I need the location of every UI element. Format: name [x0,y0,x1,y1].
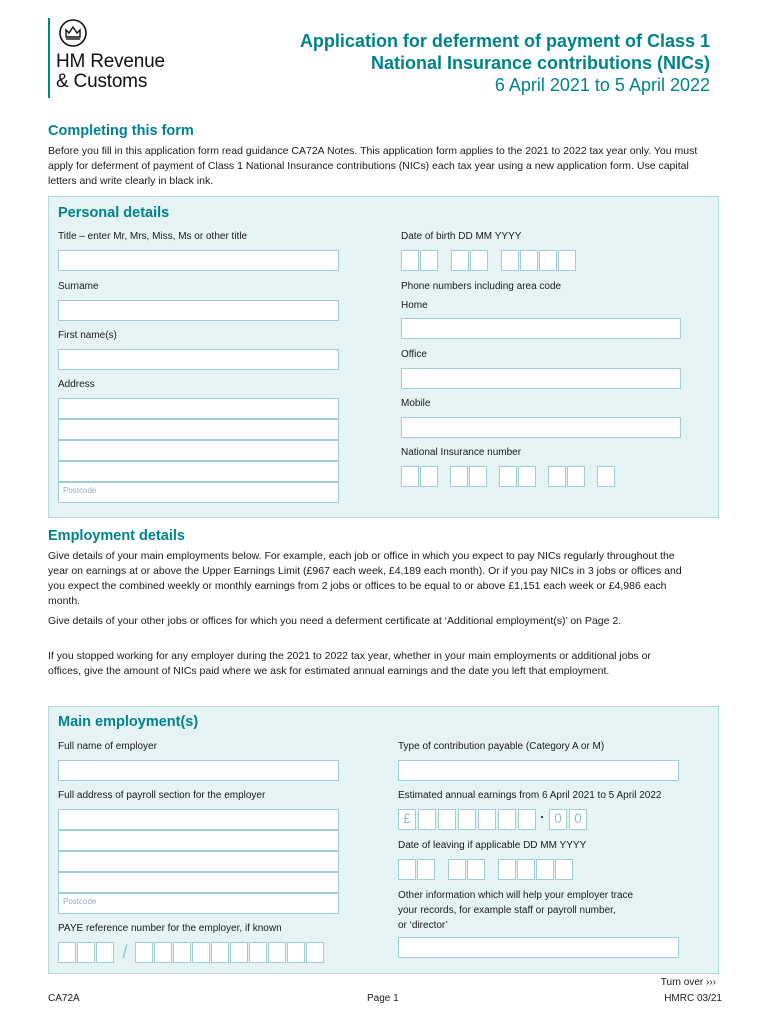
mobile-label: Mobile [401,398,431,409]
earnings-cell[interactable] [458,809,476,830]
leaving-date-cell[interactable] [448,859,466,880]
paye-cell[interactable] [96,942,114,963]
nino-cell[interactable] [518,466,536,487]
firstname-input[interactable] [58,349,339,370]
nino-cell[interactable] [420,466,438,487]
mobile-phone-input[interactable] [401,417,681,438]
paye-cell[interactable] [173,942,191,963]
payroll-address-line-1[interactable] [58,809,339,830]
title-line-3: 6 April 2021 to 5 April 2022 [494,75,710,95]
completing-heading: Completing this form [48,123,194,139]
other-info-line-3: or ‘director’ [398,920,448,931]
dob-cell[interactable] [558,250,576,271]
page-number: Page 1 [367,993,399,1004]
payroll-address-line-2[interactable] [58,830,339,851]
address-line-1[interactable] [58,398,339,419]
leaving-date-cell[interactable] [555,859,573,880]
paye-cell[interactable] [192,942,210,963]
firstname-label: First name(s) [58,330,117,341]
employment-heading: Employment details [48,528,185,544]
payroll-address-line-3[interactable] [58,851,339,872]
earnings-pence-2: 0 [569,809,587,830]
leaving-date-cell[interactable] [536,859,554,880]
nino-cell[interactable] [567,466,585,487]
paye-cell[interactable] [77,942,95,963]
other-info-label [398,888,633,933]
leaving-date-cell[interactable] [417,859,435,880]
nino-cell[interactable] [469,466,487,487]
title-line-2: National Insurance contributions (NICs) [370,53,710,73]
form-title [300,30,710,96]
payroll-address-label: Full address of payroll section for the employer [58,790,266,801]
paye-cell[interactable] [249,942,267,963]
paye-slash: / [122,942,128,962]
nino-cell[interactable] [499,466,517,487]
turn-over-note: Turn over ››› [660,977,716,988]
other-info-input[interactable] [398,937,679,958]
surname-label: Surname [58,281,99,292]
nino-cell[interactable] [450,466,468,487]
employment-para-3: If you stopped working for any employer during the 2021 to 2022 tax year, whether in your main employments or additional jobs or offices, give the amount of NICs paid where we ask for estimated annual earnings and the date you left that employment. [48,650,651,677]
dob-label: Date of birth DD MM YYYY [401,231,522,242]
org-line-1: HM Revenue [56,51,165,72]
other-info-line-1: Other information which will help your employer trace [398,890,634,901]
nino-cell[interactable] [548,466,566,487]
paye-cell[interactable] [211,942,229,963]
employment-para-1: Give details of your main employments below. For example, each job or office in which you expect to pay NICs regularly throughout the year on earnings at or above the Upper Earnings Limit (£967 each week, £4,189 each month). Or if you pay NICs in 3 jobs or offices and you expect the combined weekly or monthly earnings from 2 jobs or offices to be equal to or above £1,151 each week or £4,986 each month. [48,550,682,607]
payroll-postcode-input[interactable]: Postcode [58,893,339,914]
postcode-input[interactable]: Postcode [58,482,339,503]
title-label: Title – enter Mr, Mrs, Miss, Ms or other title [58,231,248,242]
earnings-label: Estimated annual earnings from 6 April 2021 to 5 April 2022 [398,790,662,801]
earnings-decimal-point: · [539,806,545,826]
office-label: Office [401,349,427,360]
paye-label: PAYE reference number for the employer, if known [58,923,282,934]
address-line-2[interactable] [58,419,339,440]
dob-cell[interactable] [401,250,419,271]
dob-cell[interactable] [420,250,438,271]
phone-label: Phone numbers including area code [401,281,562,292]
personal-heading: Personal details [58,205,170,221]
home-label: Home [401,300,428,311]
logo-bar [48,18,50,98]
address-label: Address [58,379,95,390]
surname-input[interactable] [58,300,339,321]
org-name [56,52,165,92]
address-line-3[interactable] [58,440,339,461]
paye-cell[interactable] [287,942,305,963]
leaving-date-cell[interactable] [498,859,516,880]
employer-name-label: Full name of employer [58,741,157,752]
leaving-date-label: Date of leaving if applicable DD MM YYYY [398,840,587,851]
office-phone-input[interactable] [401,368,681,389]
earnings-pence-1: 0 [549,809,567,830]
form-version: HMRC 03/21 [664,993,722,1004]
nino-cell[interactable] [597,466,615,487]
category-input[interactable] [398,760,679,781]
payroll-address-line-4[interactable] [58,872,339,893]
paye-cell[interactable] [268,942,286,963]
dob-cell[interactable] [501,250,519,271]
leaving-date-cell[interactable] [398,859,416,880]
earnings-pound: £ [398,809,416,830]
royal-crest-icon [58,18,88,48]
address-line-4[interactable] [58,461,339,482]
main-employment-heading: Main employment(s) [58,714,199,730]
paye-cell[interactable] [230,942,248,963]
earnings-cell[interactable] [438,809,456,830]
paye-cell[interactable] [58,942,76,963]
employment-para-2: Give details of your other jobs or offices for which you need a deferment certificate at ‘Additional employment(s)’ on Page 2. [48,615,622,627]
dob-cell[interactable] [451,250,469,271]
form-code: CA72A [48,993,80,1004]
paye-cell[interactable] [135,942,153,963]
home-phone-input[interactable] [401,318,681,339]
org-line-2: & Customs [56,71,148,92]
title-line-1: Application for deferment of payment of Class 1 [299,31,710,51]
earnings-cell[interactable] [518,809,536,830]
dob-cell[interactable] [470,250,488,271]
dob-cell[interactable] [520,250,538,271]
leaving-date-cell[interactable] [467,859,485,880]
employer-name-input[interactable] [58,760,339,781]
title-input[interactable] [58,250,339,271]
leaving-date-cell[interactable] [517,859,535,880]
other-info-line-2: your records, for example staff or payroll number, [398,905,616,916]
paye-cell[interactable] [306,942,324,963]
earnings-cell[interactable] [418,809,436,830]
completing-text: Before you fill in this application form read guidance CA72A Notes. This application form applies to the 2021 to 2022 tax year only. You must apply for deferment of payment of Class 1 National Insurance contributions (NICs) each tax year using a new application form. Use capital letters and write clearly in black ink. [48,145,698,187]
category-label: Type of contribution payable (Category A or M) [398,741,605,752]
nino-cell[interactable] [401,466,419,487]
dob-cell[interactable] [539,250,557,271]
paye-cell[interactable] [154,942,172,963]
nino-label: National Insurance number [401,447,522,458]
earnings-cell[interactable] [478,809,496,830]
earnings-cell[interactable] [498,809,516,830]
